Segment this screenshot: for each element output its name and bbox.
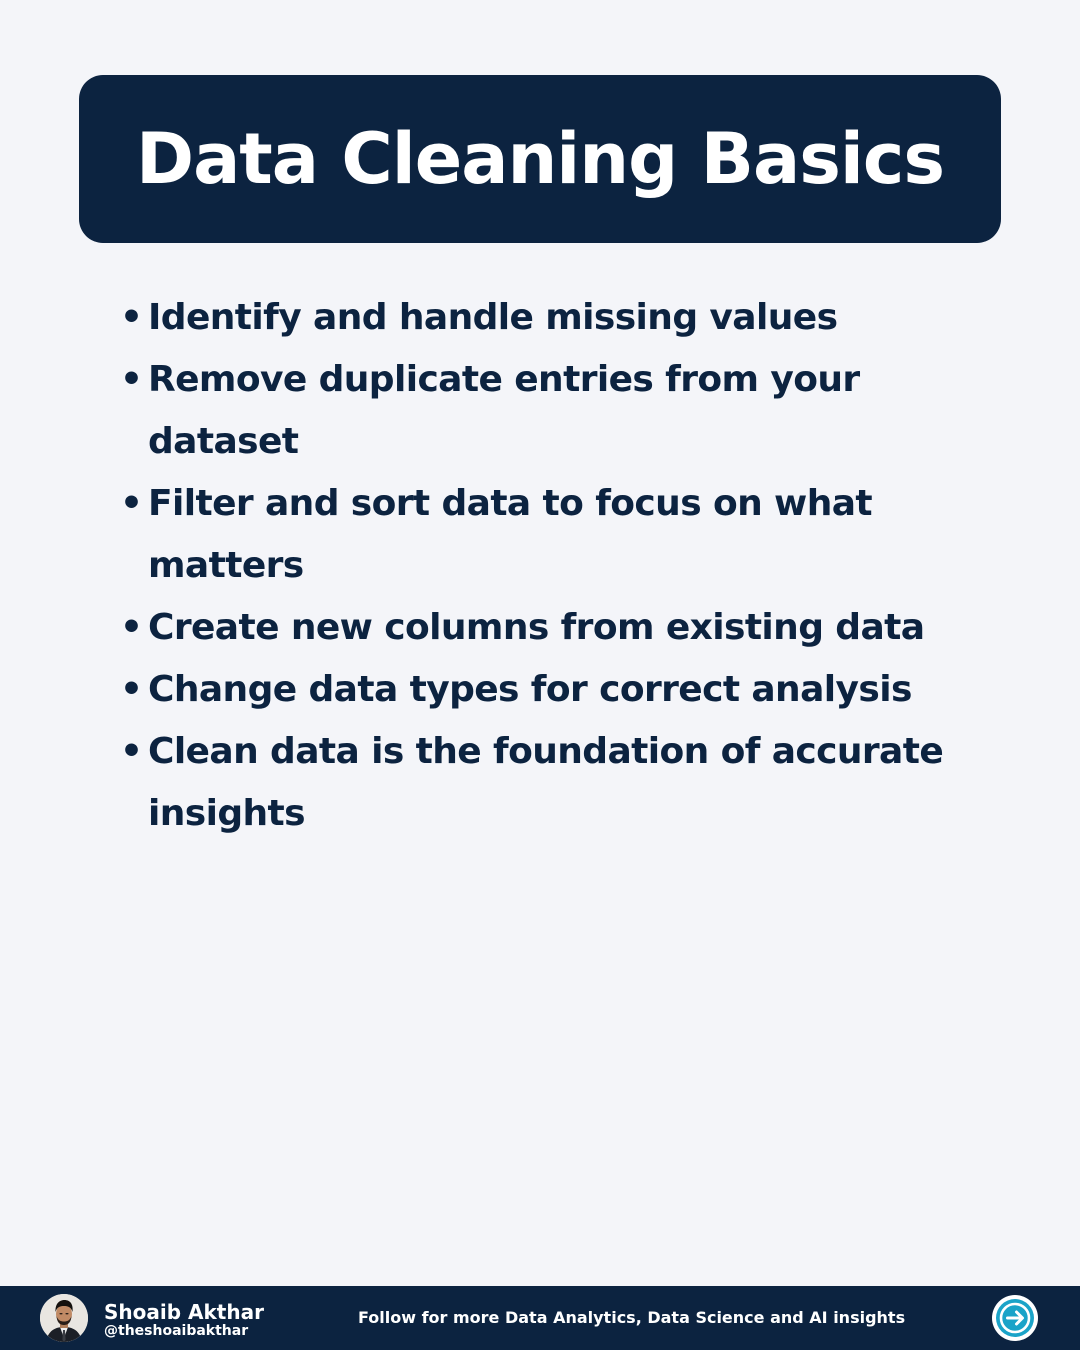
list-item-text: Create new columns from existing data	[148, 607, 925, 648]
list-item	[120, 473, 980, 597]
follow-cta-text: Follow for more Data Analytics, Data Science and AI insights	[358, 1308, 906, 1327]
list-item	[120, 597, 980, 659]
list-item-text: Change data types for correct analysis	[148, 669, 912, 710]
list-item	[120, 721, 980, 845]
avatar	[40, 1294, 88, 1342]
bullet-icon: •	[120, 607, 143, 648]
title-banner	[79, 75, 1001, 243]
footer-bar	[0, 1286, 1080, 1350]
avatar-portrait-icon	[40, 1294, 88, 1342]
list-item-text: Clean data is the foundation of accurate insights	[148, 731, 944, 834]
author-handle[interactable]: @theshoaibakthar	[104, 1323, 249, 1339]
page-title: Data Cleaning Basics	[135, 118, 945, 200]
author-name: Shoaib Akthar	[104, 1300, 264, 1324]
list-item-text: Filter and sort data to focus on what matters	[148, 483, 873, 586]
list-item-text: Identify and handle missing values	[148, 297, 838, 338]
bullet-icon: •	[120, 669, 143, 710]
list-item	[120, 659, 980, 721]
next-slide-button[interactable]	[992, 1295, 1038, 1341]
bullet-icon: •	[120, 483, 143, 524]
bullet-icon: •	[120, 359, 143, 400]
list-item	[120, 287, 980, 349]
bullet-list	[120, 287, 980, 845]
bullet-icon: •	[120, 731, 143, 772]
bullet-icon: •	[120, 297, 143, 338]
arrow-right-circle-icon	[996, 1299, 1034, 1337]
list-item-text: Remove duplicate entries from your dataset	[148, 359, 860, 462]
list-item	[120, 349, 980, 473]
